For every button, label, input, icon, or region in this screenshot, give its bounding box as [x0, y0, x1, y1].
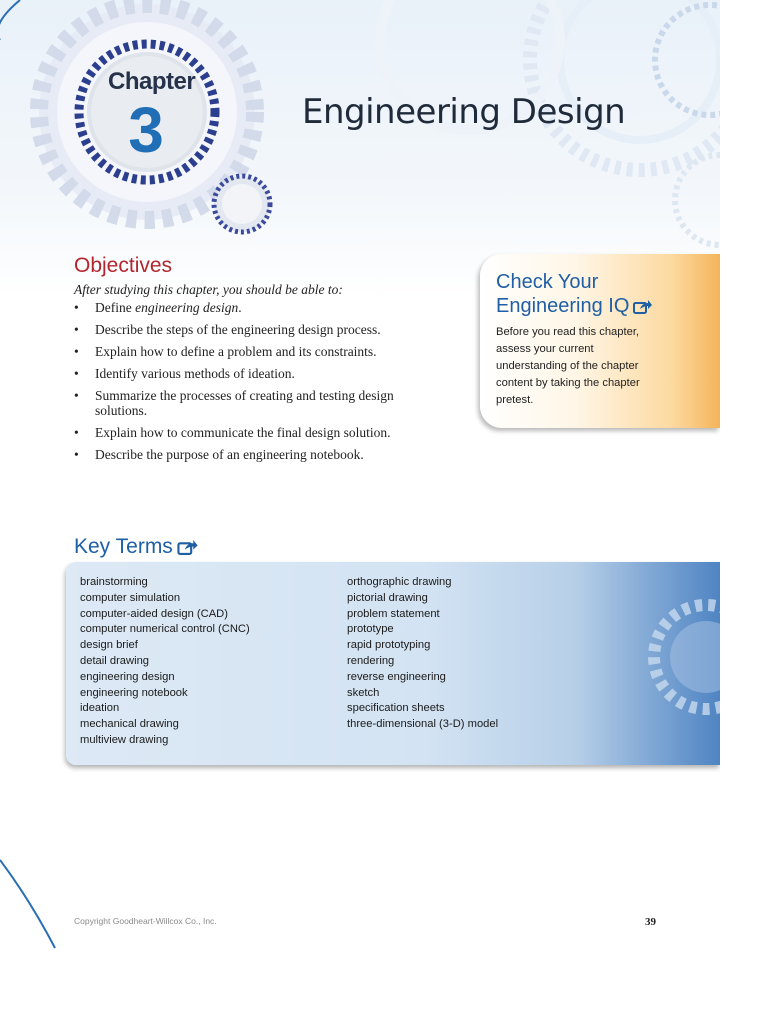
- key-term: pictorial drawing: [347, 591, 428, 604]
- key-term: specification sheets: [347, 702, 445, 715]
- chapter-number: 3: [128, 94, 164, 166]
- objective-item: • Summarize the processes of creating and testing design solutions.: [74, 388, 424, 418]
- key-term: brainstorming: [80, 576, 148, 588]
- check-your-engineering-iq-box: [480, 254, 720, 428]
- objectives-intro: After studying this chapter, you should be able to:: [74, 282, 343, 297]
- key-term: mechanical drawing: [80, 718, 179, 731]
- objective-item: • Identify various methods of ideation.: [74, 366, 424, 381]
- objective-item: • Define engineering design.: [74, 300, 424, 315]
- external-link-icon[interactable]: [633, 299, 653, 315]
- key-term: ideation: [80, 702, 120, 715]
- key-term: computer simulation: [80, 591, 181, 604]
- key-term: reverse engineering: [347, 670, 446, 683]
- objective-item: • Describe the steps of the engineering design process.: [74, 322, 424, 337]
- objective-item: • Explain how to define a problem and its constraints.: [74, 344, 424, 359]
- chapter-title: Engineering Design: [302, 92, 626, 132]
- iq-box-body: Before you read this chapter, assess your current understanding of the chapter content by taking the chapter pretest.: [496, 326, 640, 406]
- key-term: computer-aided design (CAD): [80, 607, 228, 620]
- objective-item: • Describe the purpose of an engineering notebook.: [74, 447, 424, 462]
- key-term: rendering: [347, 654, 395, 667]
- objectives-list: [74, 300, 424, 469]
- objectives-heading: Objectives: [74, 254, 173, 277]
- key-term: prototype: [347, 623, 394, 636]
- copyright-notice: Copyright Goodheart-Willcox Co., Inc.: [74, 916, 217, 926]
- external-link-icon[interactable]: [177, 539, 199, 556]
- page-number: 39: [645, 916, 656, 928]
- objective-item: • Explain how to communicate the final design solution.: [74, 425, 424, 440]
- key-term: rapid prototyping: [347, 639, 431, 652]
- gear-decoration: [626, 582, 720, 732]
- key-term: orthographic drawing: [347, 576, 452, 588]
- iq-box-title[interactable]: Check Your Engineering IQ: [496, 270, 696, 318]
- key-term: problem statement: [347, 607, 440, 620]
- key-terms-left-column: [80, 575, 250, 749]
- key-terms-box: [66, 562, 720, 765]
- key-term: sketch: [347, 686, 380, 699]
- key-term: computer numerical control (CNC): [80, 623, 250, 636]
- key-term: design brief: [80, 639, 138, 652]
- chapter-label: Chapter: [108, 68, 196, 95]
- key-term: three-dimensional (3-D) model: [347, 718, 499, 731]
- key-term: engineering design: [80, 670, 175, 683]
- key-term: engineering notebook: [80, 686, 188, 699]
- key-terms-right-column: [347, 575, 498, 733]
- key-terms-heading[interactable]: Key Terms: [74, 535, 199, 559]
- key-term: multiview drawing: [80, 733, 169, 746]
- key-term: detail drawing: [80, 654, 150, 667]
